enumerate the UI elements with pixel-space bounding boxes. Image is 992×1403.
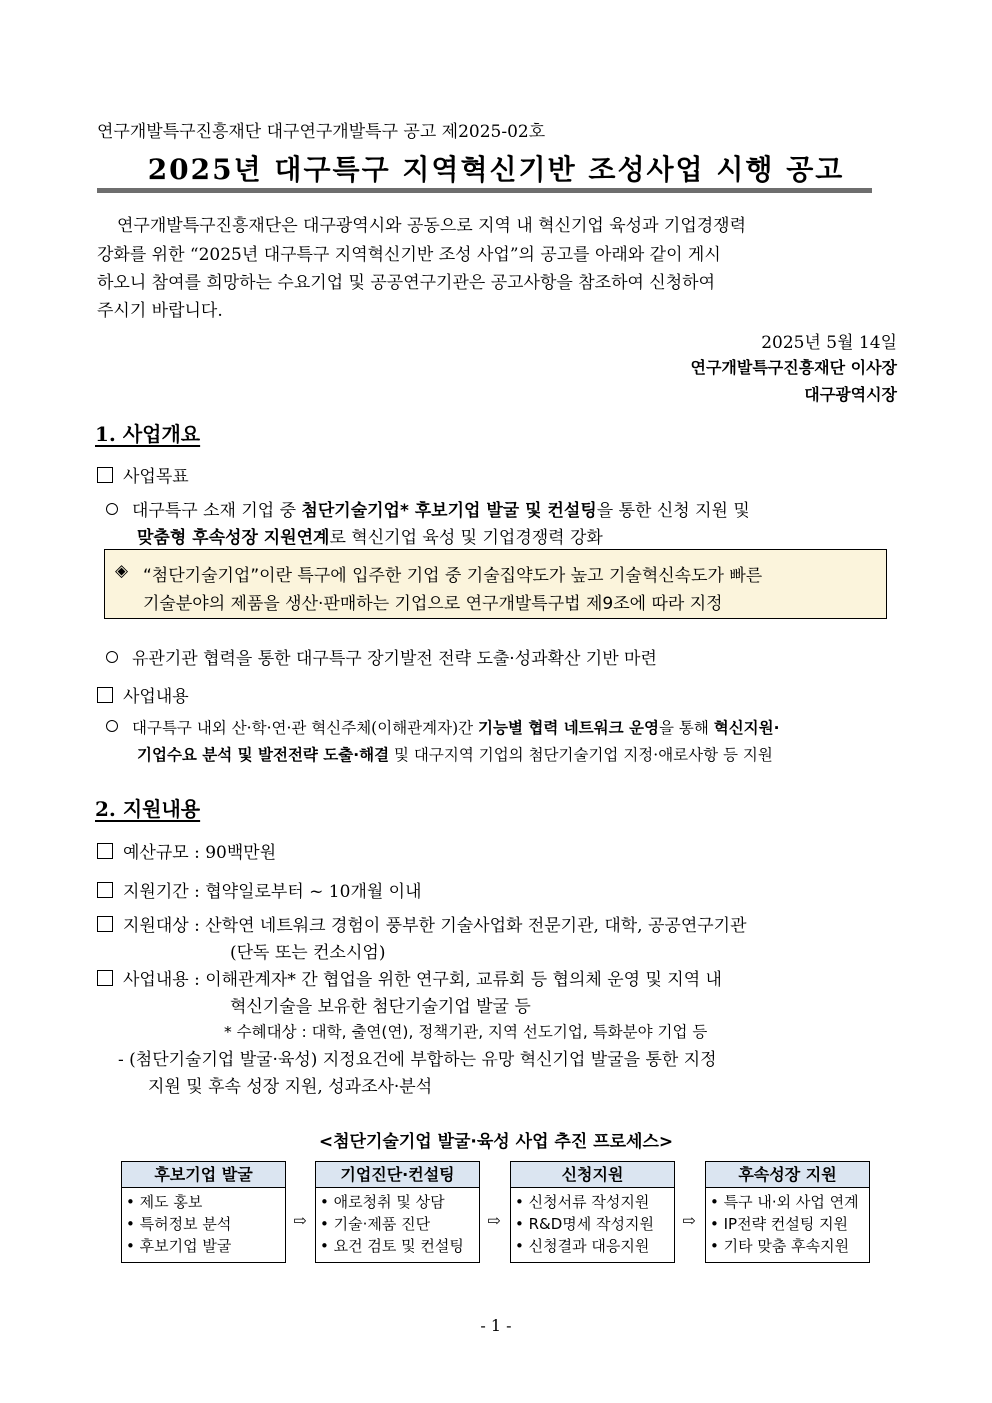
process-step-3-item-2: • R&D명세 작성지원	[515, 1215, 654, 1233]
document-title: 2025년 대구특구 지역혁신기반 조성사업 시행 공고	[147, 153, 845, 186]
process-step-1-item-3: • 후보기업 발굴	[126, 1237, 232, 1255]
goal-label-row	[97, 462, 189, 487]
process-step-1-title: 후보기업 발굴	[122, 1162, 285, 1188]
right-arrow-icon: ⇨	[682, 1211, 696, 1230]
process-step-2-title: 기업진단·컨설팅	[316, 1162, 479, 1188]
process-step-3-title: 신청지원	[511, 1162, 674, 1188]
goal-bullet-1-line-2	[137, 523, 603, 548]
process-step-1-item-2: • 특허정보 분석	[126, 1215, 232, 1233]
process-step-4-item-1: • 특구 내·외 사업 연계	[710, 1193, 859, 1211]
process-title: <첨단기술기업 발굴·육성 사업 추진 프로세스>	[318, 1132, 674, 1152]
goal-bullet-1-line-1	[106, 496, 750, 521]
goal-bullet-1-text-c: 로 혁신기업 육성 및 기업경쟁력 강화	[329, 528, 603, 548]
signatory-org: 연구개발특구진흥재단 이사장	[690, 358, 897, 377]
target-text-line-1: 지원대상 : 산학연 네트워크 경험이 풍부한 기술사업화 전문기관, 대학, 공공연구기관	[123, 916, 747, 936]
business-content-row	[97, 965, 722, 990]
checkbox-square-icon	[97, 916, 113, 932]
period-row	[97, 877, 422, 902]
target-text-line-2: (단독 또는 컨소시엄)	[230, 943, 386, 963]
process-step-4-item-3: • 기타 맞춤 후속지원	[710, 1237, 850, 1255]
notice-date: 2025년 5월 14일	[761, 333, 897, 353]
checkbox-square-icon	[97, 843, 113, 859]
goal-bullet-1-text-b: 을 통한 신청 지원 및	[596, 501, 750, 521]
process-step-3	[510, 1161, 675, 1263]
section-1-heading	[95, 418, 200, 447]
right-arrow-icon: ⇨	[487, 1211, 501, 1230]
callout-line-2: 기술분야의 제품을 생산·판매하는 기업으로 연구개발특구법 제9조에 따라 지정	[143, 594, 723, 614]
process-step-3-item-1: • 신청서류 작성지원	[515, 1193, 650, 1211]
budget-text: 예산규모 : 90백만원	[123, 843, 277, 863]
business-content-line-2: 혁신기술을 보유한 첨단기술기업 발굴 등	[230, 997, 531, 1017]
checkbox-square-icon	[97, 467, 113, 483]
right-arrow-icon: ⇨	[293, 1211, 307, 1230]
process-step-2	[315, 1161, 480, 1263]
process-step-1-item-1: • 제도 홍보	[126, 1193, 203, 1211]
beneficiary-footnote: * 수혜대상 : 대학, 출연(연), 정책기관, 지역 선도기업, 특화분야 기업 등	[224, 1023, 708, 1041]
content-bullet-line-2	[137, 743, 773, 765]
dash-line-2: 지원 및 후속 성장 지원, 성과조사·분석	[148, 1077, 433, 1097]
process-step-2-item-2: • 기술·제품 진단	[320, 1215, 431, 1233]
intro-line-4: 주시기 바랍니다.	[97, 301, 223, 321]
goal-bullet-1-bold-a: 첨단기술기업* 후보기업 발굴 및 컨설팅	[301, 501, 597, 521]
process-step-4-title: 후속성장 지원	[706, 1162, 869, 1188]
period-text: 지원기간 : 협약일로부터 ~ 10개월 이내	[123, 882, 422, 902]
section-2-heading-text: 2. 지원내용	[95, 797, 201, 821]
circle-bullet-icon	[106, 720, 118, 732]
circle-bullet-icon	[106, 651, 118, 663]
dash-line-1: - (첨단기술기업 발굴·육성) 지정요건에 부합하는 유망 혁신기업 발굴을 통한 지정	[118, 1050, 717, 1070]
page-number: - 1 -	[480, 1316, 512, 1335]
goal-bullet-1-text-a: 대구특구 소재 기업 중	[132, 501, 302, 521]
intro-line-1: 연구개발특구진흥재단은 대구광역시와 공동으로 지역 내 혁신기업 육성과 기업경쟁력	[117, 216, 747, 236]
target-row	[97, 911, 747, 936]
signatory-city: 대구광역시장	[804, 385, 897, 404]
process-step-2-item-1: • 애로청취 및 상담	[320, 1193, 445, 1211]
process-step-4	[705, 1161, 870, 1263]
checkbox-square-icon	[97, 882, 113, 898]
checkbox-square-icon	[97, 970, 113, 986]
content-bullet-bold-b: 혁신지원·	[713, 719, 780, 737]
intro-line-2: 강화를 위한 “2025년 대구특구 지역혁신기반 조성 사업”의 공고를 아래와 같이 게시	[97, 245, 721, 265]
content-label: 사업내용	[123, 687, 189, 707]
goal-label: 사업목표	[123, 467, 189, 487]
title-divider	[97, 188, 872, 193]
process-step-4-item-2: • IP전략 컨설팅 지원	[710, 1215, 849, 1233]
content-bullet-text-b: 을 통해	[658, 719, 714, 737]
content-bullet-bold-c: 기업수요 분석 및 발전전략 도출·해결	[137, 746, 390, 764]
circle-bullet-icon	[106, 503, 118, 515]
budget-row	[97, 838, 276, 863]
goal-bullet-2	[106, 644, 657, 669]
content-bullet-bold-a: 기능별 협력 네트워크 운영	[478, 719, 659, 737]
process-step-2-item-3: • 요건 검토 및 컨설팅	[320, 1237, 464, 1255]
section-1-heading-text: 1. 사업개요	[95, 422, 201, 446]
business-content-line-1: 사업내용 : 이해관계자* 간 협업을 위한 연구회, 교류회 등 협의체 운영 및 지역 내	[123, 970, 722, 990]
content-bullet-line-1	[106, 716, 780, 738]
definition-callout	[104, 549, 887, 619]
goal-bullet-2-text: 유관기관 협력을 통한 대구특구 장기발전 전략 도출·성과확산 기반 마련	[132, 649, 657, 669]
callout-line-1: “첨단기술기업”이란 특구에 입주한 기업 중 기술집약도가 높고 기술혁신속도가 빠른	[143, 566, 763, 586]
checkbox-square-icon	[97, 687, 113, 703]
notice-number: 연구개발특구진흥재단 대구연구개발특구 공고 제2025-02호	[97, 122, 546, 142]
content-label-row	[97, 682, 189, 707]
content-bullet-text-a: 대구특구 내외 산·학·연·관 혁신주체(이해관계자)간	[132, 719, 479, 737]
process-step-1	[121, 1161, 286, 1263]
content-bullet-text-c: 및 대구지역 기업의 첨단기술기업 지정·애로사항 등 지원	[389, 746, 773, 764]
section-2-heading	[95, 793, 200, 822]
diamond-icon: ◈	[115, 561, 129, 581]
process-step-3-item-3: • 신청결과 대응지원	[515, 1237, 650, 1255]
goal-bullet-1-bold-b: 맞춤형 후속성장 지원연계	[137, 528, 330, 548]
intro-line-3: 하오니 참여를 희망하는 수요기업 및 공공연구기관은 공고사항을 참조하여 신청하여	[97, 273, 715, 293]
